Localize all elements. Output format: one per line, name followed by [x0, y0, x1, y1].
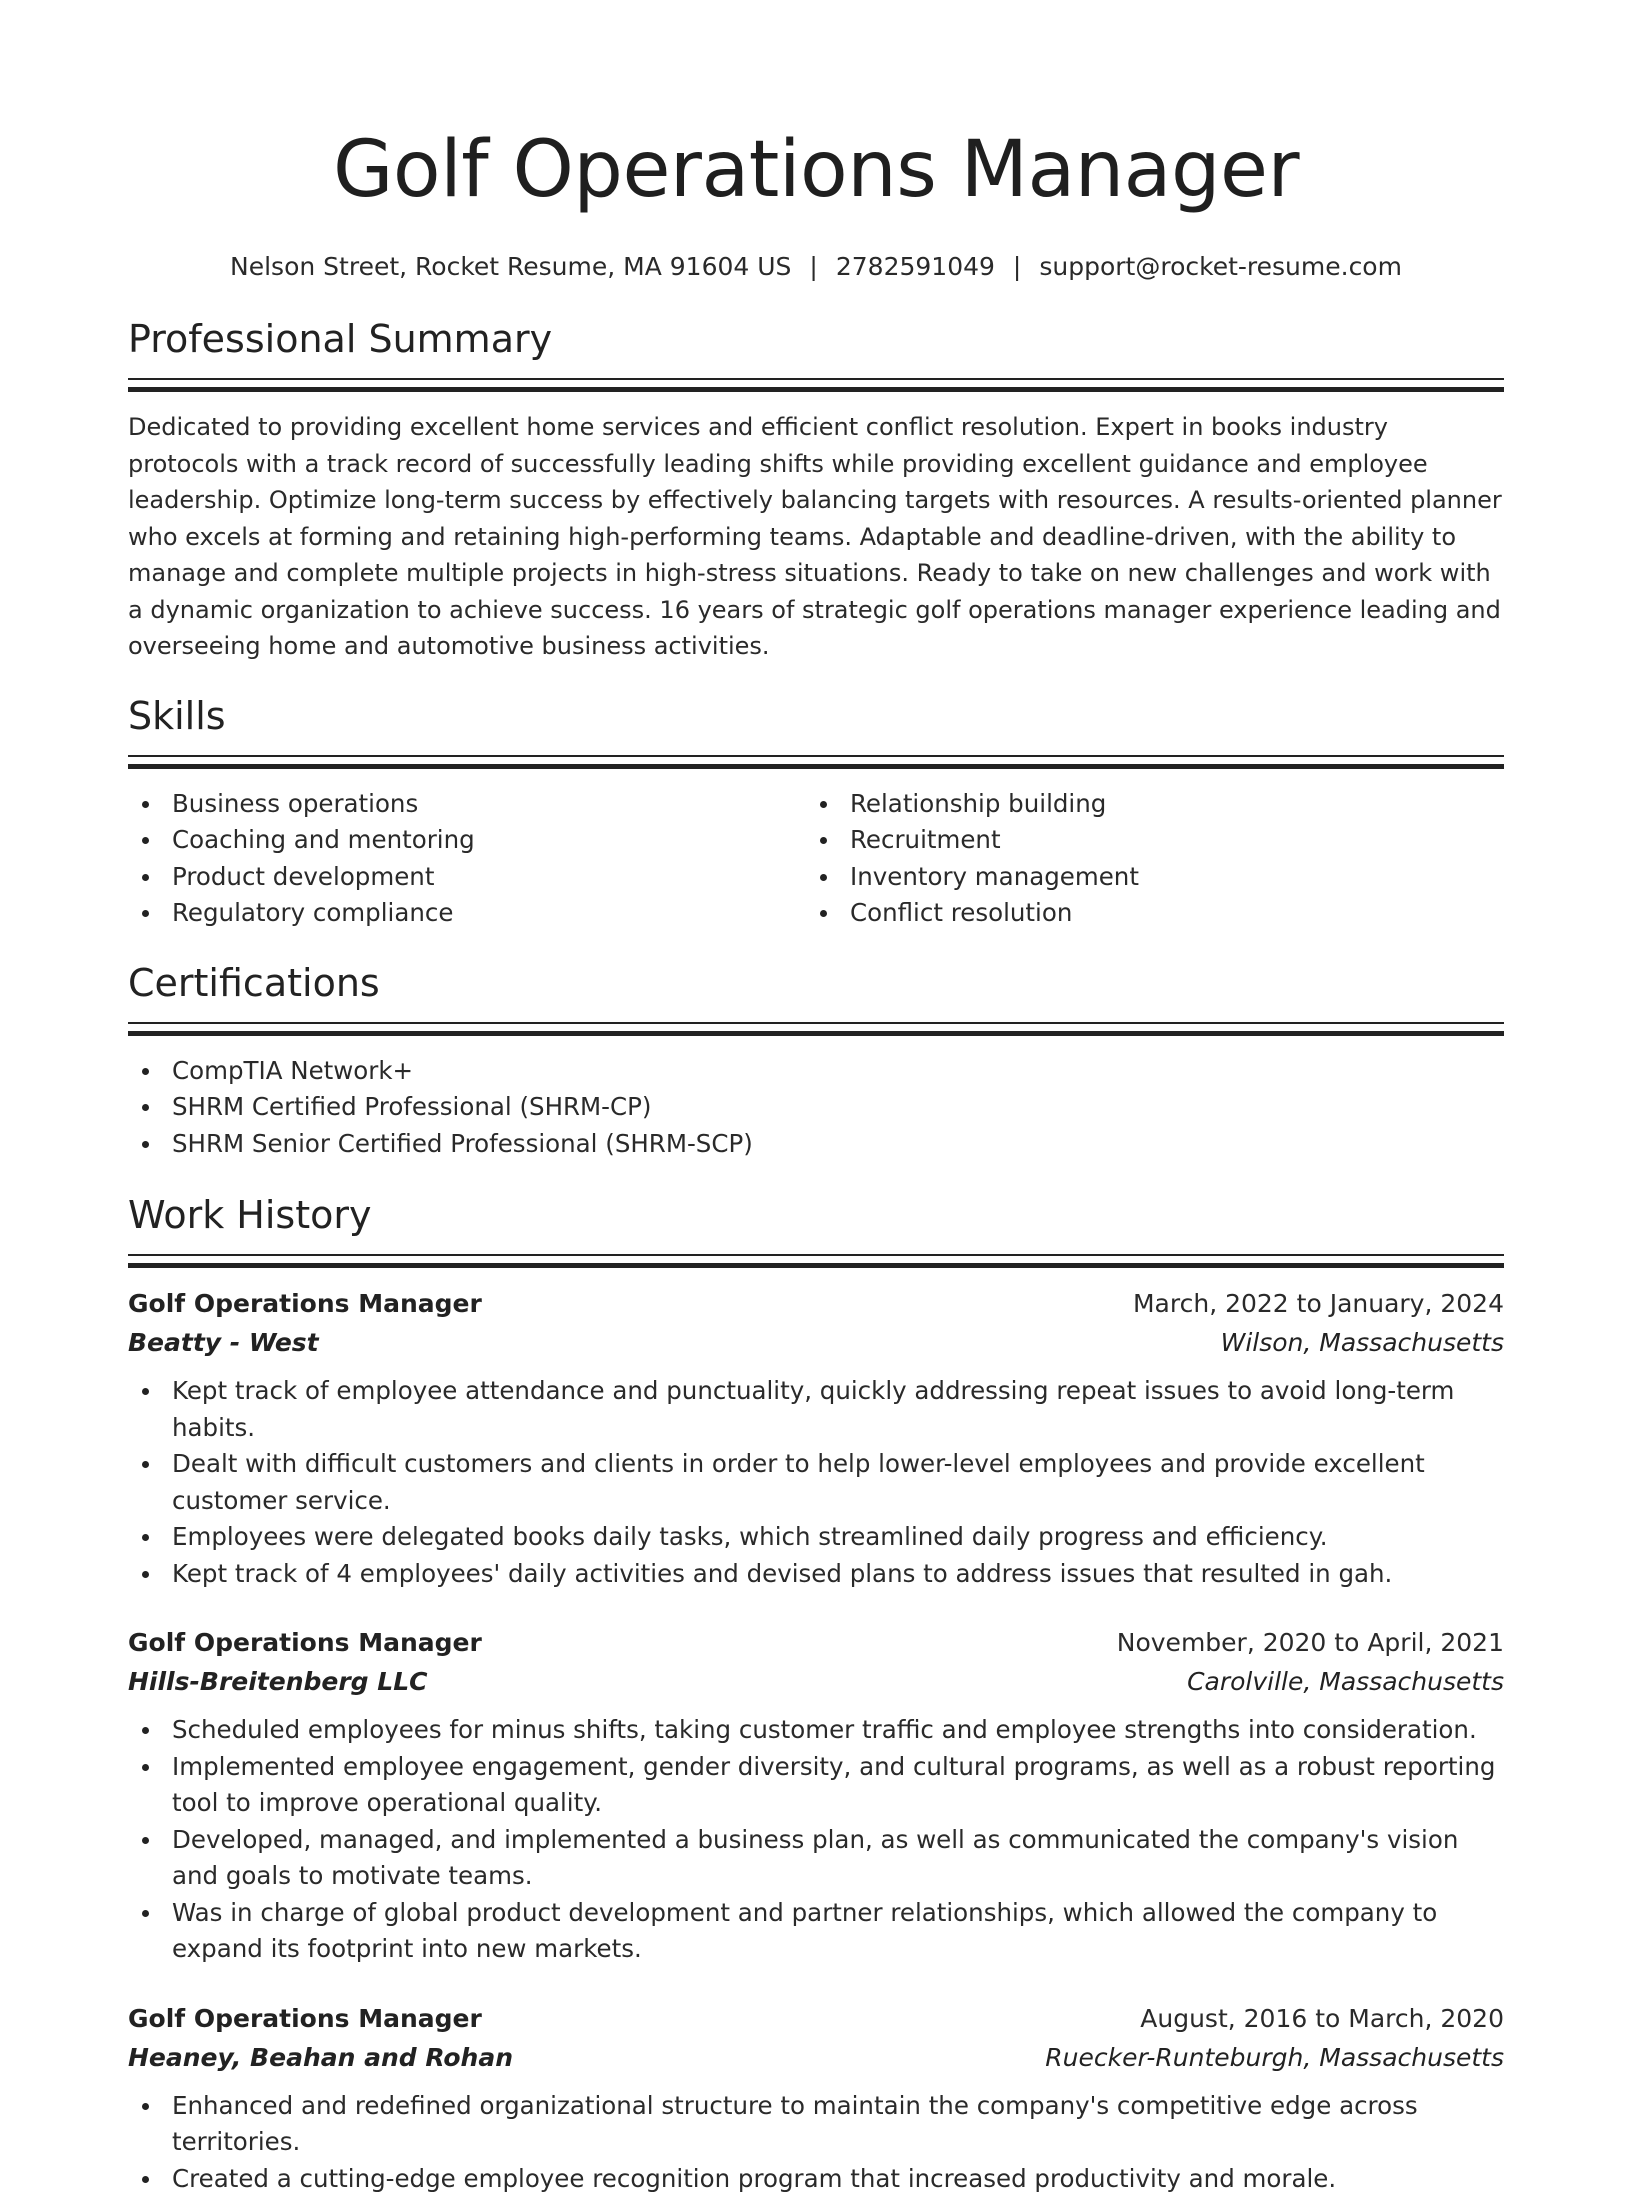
skill-item: Relationship building: [806, 786, 1484, 823]
job-company: Beatty - West: [128, 1323, 319, 1363]
job-dates: March, 2022 to January, 2024: [1133, 1285, 1504, 1323]
job-dates: August, 2016 to March, 2020: [1140, 2000, 1504, 2038]
job-bullet: Enhanced and redefined organizational structure to maintain the company's competitive edge across territories.: [128, 2088, 1504, 2161]
contact-separator: |: [995, 252, 1039, 281]
job-bullet: Scheduled employees for minus shifts, taking customer traffic and employee strengths into consideration.: [128, 1712, 1504, 1749]
contact-email: support@rocket-resume.com: [1039, 252, 1402, 281]
skill-item: Coaching and mentoring: [128, 822, 806, 859]
resume-page: [128, 0, 1504, 2197]
job-bullets: [128, 2088, 1504, 2197]
job-title: Golf Operations Manager: [128, 2000, 482, 2038]
job-company: Hills-Breitenberg LLC: [128, 1662, 428, 1702]
job-bullet: Developed, managed, and implemented a business plan, as well as communicated the company's vision and goals to motivate teams.: [128, 1822, 1504, 1895]
section-divider: [128, 1254, 1504, 1267]
section-title-work-history: Work History: [128, 1190, 1504, 1240]
job-location: Carolville, Massachusetts: [1187, 1662, 1504, 1702]
job-entry: [128, 2000, 1504, 2197]
job-dates: November, 2020 to April, 2021: [1117, 1624, 1504, 1662]
job-title: Golf Operations Manager: [128, 1285, 482, 1323]
job-company: Heaney, Beahan and Rohan: [128, 2038, 513, 2078]
section-divider: [128, 378, 1504, 391]
skills-list-left: [128, 786, 806, 932]
skill-item: Conflict resolution: [806, 895, 1484, 932]
job-bullets: [128, 1373, 1504, 1592]
job-location: Wilson, Massachusetts: [1221, 1323, 1504, 1363]
contact-phone: 2782591049: [836, 252, 995, 281]
skill-item: Product development: [128, 859, 806, 896]
job-bullet: Dealt with difficult customers and clients in order to help lower-level employees and provide excellent customer service.: [128, 1446, 1504, 1519]
skills-columns: [128, 786, 1504, 932]
certifications-list: [128, 1053, 1504, 1163]
summary-text: Dedicated to providing excellent home services and efficient conflict resolution. Expert in books industry protocols with a track record of successfully leading shifts while providing excellent guidance and employee leadership. Optimize long-term success by effectively balancing targets with resources. A results-oriented planner who excels at forming and retaining high-performing teams. Adaptable and deadline-driven, with the ability to manage and complete multiple projects in high-stress situations. Ready to take on new challenges and work with a dynamic organization to achieve success. 16 years of strategic golf operations manager experience leading and overseeing home and automotive business activities.: [128, 409, 1504, 665]
job-title: Golf Operations Manager: [128, 1624, 482, 1662]
skill-item: Recruitment: [806, 822, 1484, 859]
job-entry: [128, 1624, 1504, 1968]
skills-list-right: [806, 786, 1484, 932]
contact-line: [128, 250, 1504, 284]
section-divider: [128, 755, 1504, 768]
certification-item: SHRM Certified Professional (SHRM-CP): [128, 1089, 1504, 1126]
work-history-section: [128, 1190, 1504, 2197]
job-bullet: Was in charge of global product development and partner relationships, which allowed the company to expand its footprint into new markets.: [128, 1895, 1504, 1968]
job-bullet: Employees were delegated books daily tasks, which streamlined daily progress and efficiency.: [128, 1519, 1504, 1556]
skill-item: Business operations: [128, 786, 806, 823]
section-divider: [128, 1022, 1504, 1035]
section-title-skills: Skills: [128, 691, 1504, 741]
skill-item: Regulatory compliance: [128, 895, 806, 932]
job-location: Ruecker-Runteburgh, Massachusetts: [1045, 2038, 1504, 2078]
job-bullet: Kept track of 4 employees' daily activities and devised plans to address issues that resulted in gah.: [128, 1556, 1504, 1593]
job-entry: [128, 1285, 1504, 1592]
job-bullet: Implemented employee engagement, gender diversity, and cultural programs, as well as a robust reporting tool to improve operational quality.: [128, 1749, 1504, 1822]
job-bullets: [128, 1712, 1504, 1968]
certification-item: SHRM Senior Certified Professional (SHRM-SCP): [128, 1126, 1504, 1163]
contact-separator: |: [791, 252, 835, 281]
job-bullet: Created a cutting-edge employee recognition program that increased productivity and morale.: [128, 2161, 1504, 2197]
certifications-section: [128, 958, 1504, 1163]
resume-name: Golf Operations Manager: [128, 0, 1504, 222]
job-bullet: Kept track of employee attendance and punctuality, quickly addressing repeat issues to avoid long-term habits.: [128, 1373, 1504, 1446]
section-title-summary: Professional Summary: [128, 314, 1504, 364]
summary-section: [128, 314, 1504, 665]
skills-section: [128, 691, 1504, 932]
certification-item: CompTIA Network+: [128, 1053, 1504, 1090]
contact-address: Nelson Street, Rocket Resume, MA 91604 US: [230, 252, 791, 281]
section-title-certifications: Certifications: [128, 958, 1504, 1008]
skill-item: Inventory management: [806, 859, 1484, 896]
